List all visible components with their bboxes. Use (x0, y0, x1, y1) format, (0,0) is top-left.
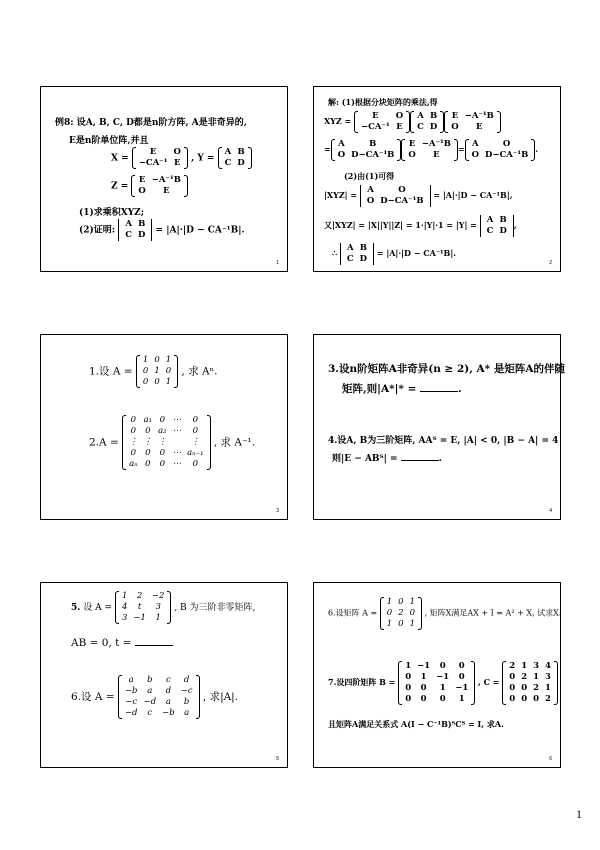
matrix-cell: 1 (458, 694, 465, 704)
answer-blank-3[interactable] (420, 391, 458, 392)
matrix-cell: 0 (509, 694, 516, 704)
problem-2-tail: , 求 A⁻¹. (213, 436, 256, 449)
matrix-cell: ⋮ (191, 437, 200, 447)
matrix-cell: O (138, 186, 146, 196)
matrix-cell: C (346, 254, 354, 264)
matrix-row (358, 122, 406, 133)
matrix-cell: a (165, 697, 171, 707)
matrix-cell (170, 437, 185, 448)
problem-7-c-label: , C = (478, 677, 500, 687)
matrix-p6b (380, 597, 422, 630)
matrix-p2 (122, 415, 210, 470)
problem-5-line2-text: AB = 0, t = (71, 637, 132, 649)
matrix-cell: 0 (521, 683, 528, 693)
problem-6b-label: 6.设矩阵 A = (328, 608, 378, 618)
matrix-cell: C (125, 230, 133, 240)
matrix-row (384, 597, 418, 608)
question-2 (79, 219, 245, 241)
matrix-cell: O (398, 185, 406, 195)
matrix-row (402, 661, 471, 672)
matrix-cell: 0 (458, 661, 465, 671)
matrix-cell: −d (143, 697, 157, 707)
matrix-cell: 1 (165, 355, 172, 365)
matrix-row (506, 672, 554, 683)
problem-7-line2: 且矩阵A满足关系式 A(I − C⁻¹B)ᵀCᵀ = I, 求A. (328, 719, 504, 729)
slide-number: 1 (276, 260, 279, 266)
matrix-row (126, 415, 206, 426)
matrix-row (122, 697, 196, 708)
matrix-cell: −A⁻¹B (151, 175, 181, 185)
matrix-row (469, 139, 532, 150)
matrix-cell: 1 (154, 366, 160, 376)
matrix-cell: aₙ₋₁ (187, 448, 204, 458)
slide-1 (40, 86, 288, 272)
matrix-cell: 1 (386, 597, 393, 607)
matrix-row (414, 111, 440, 122)
matrix-cell: E (372, 111, 379, 121)
determinant-m7 (360, 185, 431, 207)
matrix-cell: 0 (130, 415, 137, 425)
matrix-row (384, 619, 418, 630)
problem-6-label: 6.设 A = (71, 691, 115, 703)
matrix-cell: −1 (455, 683, 469, 693)
answer-blank-5[interactable] (135, 645, 173, 646)
matrix-b (398, 661, 475, 705)
matrix-cell: ⋮ (129, 437, 138, 447)
matrix-cell: D−CA⁻¹B (380, 196, 424, 206)
matrix-cell: D (359, 254, 368, 264)
matrix-row (402, 683, 471, 694)
matrix-cell: 0 (165, 366, 172, 376)
determinant-m9 (340, 243, 374, 265)
matrix-cell: 0 (405, 694, 412, 704)
matrix-cell: 0 (420, 683, 427, 693)
matrix-cell: A (417, 111, 424, 121)
matrix-cell: E (163, 186, 170, 196)
matrix-cell: E (396, 122, 403, 132)
matrix-cell: a (147, 686, 153, 696)
matrix-cell: 0 (154, 377, 160, 387)
matrix-cell: 0 (145, 459, 151, 469)
matrix-row (358, 111, 406, 122)
matrix-cell: B (237, 147, 245, 157)
matrix-row (469, 150, 532, 161)
matrix-cell: 0 (405, 672, 412, 682)
matrix-y (218, 147, 252, 169)
matrix-cell: D (499, 226, 507, 236)
matrix-cell: A (338, 139, 345, 149)
matrix-p5 (115, 591, 171, 624)
matrix-cell: 0 (130, 426, 137, 436)
matrix-cell: 1 (521, 661, 528, 671)
matrix-cell: 0 (192, 459, 199, 469)
matrix-cell: −c (125, 697, 138, 707)
matrix-row (140, 355, 174, 366)
slide-5 (40, 582, 288, 768)
slide-number: 5 (276, 756, 279, 762)
matrix-cell: 0 (398, 597, 404, 607)
slide-number: 4 (549, 508, 552, 514)
slide1-line2: E是n阶单位阵,并且 (69, 136, 149, 146)
problem-2 (89, 415, 255, 470)
matrix-cell: D (138, 230, 146, 240)
matrix-cell: −2 (151, 591, 165, 601)
matrix-cell: 0 (192, 426, 199, 436)
matrix-cell: a₁ (143, 415, 153, 425)
matrix-row (135, 186, 184, 197)
matrix-cell: 0 (439, 694, 446, 704)
matrix-cell: A (471, 139, 479, 149)
matrix-row (122, 219, 148, 230)
problem-5-label: 5. (71, 603, 81, 613)
matrix-row (506, 683, 554, 694)
matrix-cell: −A⁻¹B (464, 111, 494, 121)
matrix-cell: O (451, 122, 459, 132)
matrix-cell: 0 (142, 377, 149, 387)
matrix-cell: O (408, 150, 416, 160)
matrix-c (502, 661, 558, 705)
abs-xyz: |XYZ| = (324, 190, 358, 200)
matrix-cell: 0 (159, 459, 166, 469)
matrix-row (126, 448, 206, 459)
matrix-cell: c (147, 708, 153, 718)
matrix-cell: 1 (165, 377, 172, 387)
matrix-cell: 0 (159, 415, 166, 425)
matrix-cell: 0 (458, 672, 465, 682)
matrix-cell: b (147, 675, 153, 685)
z-label: Z = (111, 181, 129, 192)
matrix-row (384, 608, 418, 619)
slide2-line3: (2)由(1)可得 (344, 171, 395, 181)
problem-1-label: 1.设 A = (89, 365, 133, 378)
matrix-cell: E (173, 158, 181, 168)
matrix-cell: d (165, 686, 172, 696)
matrix-row (364, 185, 427, 196)
matrix-cell: 0 (130, 448, 137, 458)
problem-3-end: . (458, 383, 462, 395)
matrix-cell: −b (124, 686, 138, 696)
matrix-row (119, 613, 167, 624)
slide1-line1: 例8: 设A, B, C, D都是n阶方阵, A是非奇异的, (55, 118, 247, 128)
matrix-cell: 0 (405, 683, 412, 693)
therefore-symbol: ∴ (332, 248, 338, 258)
matrix-row (126, 426, 206, 437)
matrix-row (126, 459, 206, 470)
matrix-cell: A (125, 219, 132, 229)
problem-1-tail: , 求 Aⁿ. (181, 365, 218, 378)
matrix-cell: 2 (533, 683, 540, 693)
question-2-label: (2)证明: (79, 225, 116, 236)
matrix-cell: −1 (436, 672, 450, 682)
problem-5-line2 (71, 637, 173, 649)
matrix-cell: A (224, 147, 232, 157)
matrix-row (136, 158, 184, 169)
matrix-cell: c (165, 675, 171, 685)
matrix-cell: O (337, 150, 346, 160)
matrix-m6 (465, 139, 536, 161)
matrix-cell: 1 (409, 597, 416, 607)
matrix-row (119, 591, 167, 602)
matrix-cell: 3 (155, 602, 161, 612)
matrix-cell: −CA⁻¹ (361, 122, 390, 132)
matrix-cell: ⋯ (172, 426, 182, 436)
problem-6 (71, 675, 238, 719)
problem-5-text: 设 (83, 603, 93, 613)
slide2-line1: 解: (1)根据分块矩阵的乘法,得 (328, 97, 438, 107)
matrix-cell: 0 (509, 683, 516, 693)
matrix-cell: 1 (420, 672, 427, 682)
matrix-cell: aₙ (129, 459, 138, 469)
matrix-cell: 3 (533, 661, 540, 671)
matrix-cell: 3 (545, 672, 551, 682)
matrix-row (122, 708, 196, 719)
matrix-cell: 2 (136, 591, 143, 601)
matrix-row (126, 437, 206, 448)
matrix-cell: ⋯ (172, 459, 182, 469)
y-label: , Y = (191, 153, 215, 164)
matrix-cell: t (137, 602, 142, 612)
matrix-cell: O (471, 150, 479, 160)
matrix-cell: ⋮ (158, 437, 167, 447)
matrix-cell: a (128, 675, 134, 685)
matrix-cell: a₂ (158, 426, 167, 436)
matrix-cell: D (237, 158, 245, 168)
matrix-cell: 4 (121, 602, 128, 612)
xyz-eq: XYZ = (324, 116, 352, 126)
matrix-cell: 1 (545, 683, 551, 693)
problem-2-label: 2.A = (89, 436, 119, 449)
determinant-abcd (118, 219, 152, 241)
matrix-row (506, 661, 554, 672)
matrix-cell: −b (162, 708, 175, 718)
matrix-m3 (444, 111, 501, 133)
matrix-row (344, 254, 370, 265)
matrix-cell: 0 (409, 608, 416, 618)
matrix-cell: A (486, 215, 494, 225)
slide2-line6-tail: = |A|·|D − CA⁻¹B|. (376, 248, 457, 258)
question-1: (1)求乘积XYZ; (79, 208, 145, 218)
problem-5-tail: , B 为三阶非零矩阵, (174, 603, 256, 613)
matrix-cell: 0 (386, 608, 393, 618)
matrix-row (140, 377, 174, 388)
matrix-row (506, 694, 554, 705)
matrix-cell: −CA⁻¹ (138, 158, 168, 168)
matrix-row (140, 366, 174, 377)
slide2-line4-tail: = |A|·|D − CA⁻¹B|, (433, 190, 513, 200)
matrix-z (131, 175, 188, 197)
matrix-cell: −A⁻¹B (421, 139, 451, 149)
matrix-cell: −d (124, 708, 138, 718)
matrix-m4 (331, 139, 402, 161)
slide2-therefore-row (332, 243, 456, 265)
matrix-cell: O (502, 139, 511, 149)
matrix-cell: A (367, 185, 374, 195)
matrix-cell: B (430, 111, 438, 121)
matrix-cell: ⋯ (172, 448, 182, 458)
slide-4 (313, 334, 565, 520)
matrix-cell: 0 (509, 672, 516, 682)
page-number: 1 (576, 807, 582, 821)
matrix-cell: 0 (521, 694, 528, 704)
problem-3-line2 (342, 381, 462, 396)
matrix-cell: B (499, 215, 507, 225)
matrix-row (405, 139, 454, 150)
matrix-cell: D (429, 122, 438, 132)
matrix-row (335, 150, 398, 161)
problem-5-a: A = (95, 603, 113, 613)
matrix-row (135, 175, 184, 186)
matrix-row (364, 196, 427, 207)
matrix-cell: a (184, 708, 190, 718)
matrix-cell: 0 (154, 355, 160, 365)
problem-4-end: . (438, 454, 442, 464)
matrix-row (414, 122, 440, 133)
slide-6 (313, 582, 561, 768)
matrix-row (484, 226, 510, 237)
matrix-cell: D−CA⁻¹B (485, 150, 529, 160)
matrix-m1 (354, 111, 410, 133)
matrix-cell: 3 (121, 613, 128, 623)
matrix-row (448, 111, 497, 122)
matrix-row (402, 694, 471, 705)
matrix-cell: 1 (155, 613, 161, 623)
slide-number: 2 (549, 260, 552, 266)
determinant-m8 (480, 215, 514, 237)
matrix-cell: 0 (192, 415, 199, 425)
matrix-cell: 0 (420, 694, 427, 704)
matrix-row (122, 675, 196, 686)
problem-6-tail: , 求|A|. (202, 691, 239, 703)
slide1-z-row (111, 175, 188, 197)
slide-number: 3 (276, 508, 279, 514)
matrix-row (222, 158, 248, 169)
matrix-cell: E (138, 175, 146, 185)
matrix-cell: 1 (386, 619, 393, 629)
problem-4-text: 则|E − ABᵀ| = (332, 454, 398, 464)
slide-2 (313, 86, 561, 272)
matrix-row (402, 672, 471, 683)
question-2-tail: = |A|·|D − CA⁻¹B|. (155, 225, 245, 236)
matrix-cell: O (366, 196, 375, 206)
matrix-cell: b (183, 697, 190, 707)
matrix-cell: 1 (405, 661, 412, 671)
slide2-again-row: 又|XYZ| = |X||Y||Z| = 1·|Y|·1 = |Y| = A B C D , (324, 215, 517, 236)
matrix-cell: ⋯ (172, 415, 182, 425)
matrix-m2 (410, 111, 444, 133)
matrix-cell: 2 (521, 672, 528, 682)
matrix-row (122, 230, 148, 241)
problem-3-line1: 3.设n阶矩阵A非奇异(n ≥ 2), A* 是矩阵A的伴随 (328, 363, 565, 375)
matrix-cell: O (395, 111, 404, 121)
matrix-cell: 0 (145, 448, 151, 458)
slide-number: 6 (549, 756, 552, 762)
matrix-cell: C (486, 226, 494, 236)
matrix-cell: 2 (509, 661, 516, 671)
matrix-cell: B (359, 243, 367, 253)
matrix-cell: E (476, 122, 483, 132)
matrix-cell: A (346, 243, 354, 253)
slide2-xyz-row (324, 111, 501, 133)
matrix-cell: 2 (398, 608, 404, 618)
problem-5-row (71, 591, 255, 624)
slide1-xy-row (111, 147, 252, 169)
x-label: X = (111, 153, 129, 164)
matrix-cell: E (149, 147, 157, 157)
matrix-cell: E (433, 150, 440, 160)
matrix-cell: B (138, 219, 146, 229)
matrix-m5 (401, 139, 458, 161)
matrix-cell: 1 (439, 683, 446, 693)
matrix-cell: C (417, 122, 424, 132)
matrix-cell: 0 (145, 426, 151, 436)
matrix-cell: −1 (417, 661, 431, 671)
slide2-det-row (324, 185, 513, 207)
matrix-cell: 1 (142, 355, 149, 365)
matrix-cell: 0 (398, 619, 404, 629)
slide2-eq-row: = A B O D−CA⁻¹B E −A⁻¹B O E = A O O D−CA⁻¹B . (324, 139, 539, 160)
matrix-row (344, 243, 370, 254)
matrix-cell: 0 (533, 694, 540, 704)
matrix-cell: C (224, 158, 232, 168)
matrix-cell: 1 (533, 672, 540, 682)
matrix-cell: B (369, 139, 377, 149)
problem-3-text: 矩阵,则|A*|* = (342, 383, 417, 395)
problem-4-line1: 4.设A, B为三阶矩阵, AAᵀ = E, |A| < 0, |B − A| = 4 (328, 436, 559, 446)
matrix-row (122, 686, 196, 697)
matrix-cell: 0 (439, 661, 446, 671)
slide2-line5: 又|XYZ| = |X||Y||Z| = 1·|Y|·1 = |Y| = (324, 220, 477, 230)
problem-7 (328, 661, 558, 705)
matrix-cell: d (183, 675, 190, 685)
matrix-x (132, 147, 188, 169)
slide-3 (40, 334, 288, 520)
problem-1 (89, 355, 218, 388)
matrix-cell: −1 (133, 613, 146, 623)
matrix-cell: −c (180, 686, 193, 696)
matrix-row (448, 122, 497, 133)
matrix-cell: 1 (121, 591, 128, 601)
matrix-cell: 2 (545, 694, 551, 704)
matrix-cell: 4 (545, 661, 551, 671)
matrix-row (335, 139, 398, 150)
problem-6b-tail: , 矩阵X满足AX + I = A² + X, 试求X. (424, 608, 562, 618)
matrix-cell: 1 (409, 619, 416, 629)
matrix-cell: ⋮ (143, 437, 153, 447)
problem-7-label: 7.设四阶矩阵 B = (328, 677, 396, 687)
matrix-cell: O (173, 147, 181, 157)
matrix-cell: 0 (159, 448, 166, 458)
answer-blank-4[interactable] (401, 460, 439, 461)
matrix-p6 (118, 675, 200, 719)
matrix-cell: E (451, 111, 459, 121)
matrix-row (136, 147, 184, 158)
matrix-row (119, 602, 167, 613)
matrix-row (222, 147, 248, 158)
matrix-cell: E (408, 139, 416, 149)
matrix-p1 (136, 355, 178, 388)
matrix-row (405, 150, 454, 161)
problem-6b (328, 597, 561, 630)
problem-4-line2 (332, 451, 442, 464)
matrix-row (484, 215, 510, 226)
matrix-cell: D−CA⁻¹B (351, 150, 395, 160)
matrix-cell: 0 (142, 366, 149, 376)
